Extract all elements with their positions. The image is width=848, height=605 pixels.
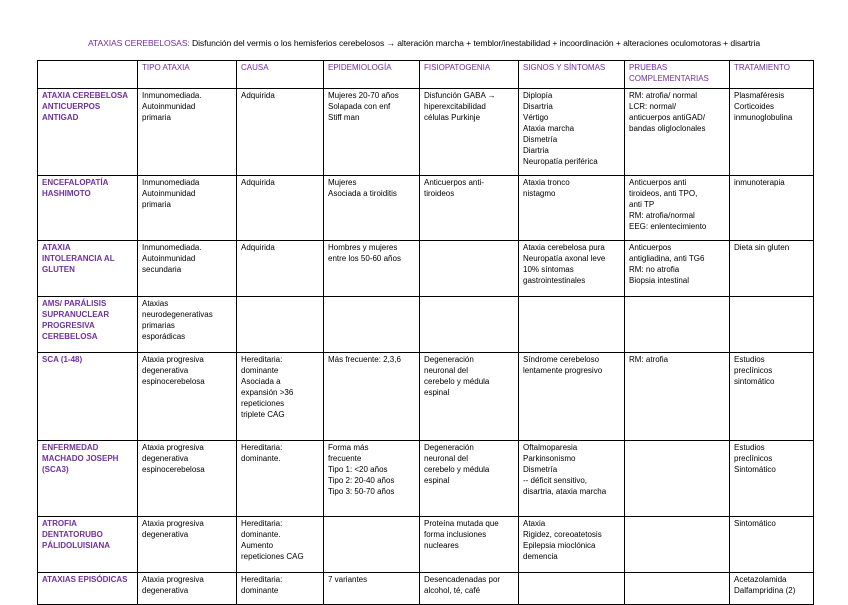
cell-line: células Purkinje <box>424 113 481 122</box>
cell-line: Ataxia marcha <box>523 124 575 133</box>
cell-line: Hereditaria: <box>241 575 283 584</box>
table-cell <box>625 297 730 353</box>
cell-line: Biopsia intestinal <box>629 276 690 285</box>
cell-line: GLUTEN <box>42 265 75 274</box>
table-cell <box>138 353 237 441</box>
table-cell <box>625 441 730 517</box>
cell-line: DENTATORUBO <box>42 530 103 539</box>
table-cell <box>237 573 324 605</box>
table-cell <box>237 241 324 297</box>
cell-line: repeticiones <box>241 399 285 408</box>
cell-line: Diplopía <box>523 91 553 100</box>
cell-line: MACHADO JOSEPH <box>42 454 119 463</box>
cell-line: Síndrome cerebeloso <box>523 355 600 364</box>
table-cell <box>420 89 519 176</box>
cell-line: secundaria <box>142 265 182 274</box>
cell-line: Proteína mutada que <box>424 519 499 528</box>
cell-line: ATROFIA <box>42 519 77 528</box>
cell-line: Dieta sin gluten <box>734 243 790 252</box>
cell-line: Sintomático <box>734 465 776 474</box>
table-cell <box>324 573 420 605</box>
column-header <box>730 61 814 89</box>
table-cell <box>625 89 730 176</box>
cell-line: Inmunomediada. <box>142 243 202 252</box>
table-row <box>38 517 814 573</box>
cell-line: Ataxia <box>523 519 546 528</box>
table-cell <box>730 353 814 441</box>
row-header <box>38 517 138 573</box>
cell-line: Rigidez, coreoatetosis <box>523 530 602 539</box>
cell-line: Solapada con enf <box>328 102 391 111</box>
cell-line: Disfunción GABA → <box>424 91 496 100</box>
cell-line: Adquirida <box>241 91 275 100</box>
table-cell <box>730 441 814 517</box>
row-header <box>38 176 138 241</box>
cell-line: antigliadina, anti TG6 <box>629 254 705 263</box>
cell-line: disartria, ataxia marcha <box>523 487 607 496</box>
column-header <box>138 61 237 89</box>
cell-line: Desencadenadas por <box>424 575 501 584</box>
cell-line: ATAXIA CEREBELOSA <box>42 91 129 100</box>
cell-line: Vértigo <box>523 113 549 122</box>
cell-line: bandas oligloclonales <box>629 124 706 133</box>
cell-line: degenerativa <box>142 366 189 375</box>
cell-line: Dismetría <box>523 465 558 474</box>
cell-line: primaria <box>142 200 171 209</box>
cell-line: Degeneración <box>424 355 474 364</box>
cell-line: AMS/ PARÁLISIS <box>42 299 107 308</box>
cell-line: dominante. <box>241 454 281 463</box>
cell-line: inmunoglobulina <box>734 113 793 122</box>
table-cell <box>519 573 625 605</box>
table-header <box>38 61 814 89</box>
table-cell <box>730 573 814 605</box>
cell-line: anticuerpos antiGAD/ <box>629 113 706 122</box>
column-header <box>237 61 324 89</box>
cell-line: neuronal del <box>424 454 469 463</box>
table-cell <box>324 176 420 241</box>
header-corner <box>38 61 138 89</box>
table-cell <box>625 353 730 441</box>
cell-line: Anticuerpos <box>629 243 672 252</box>
cell-line: Tipo 2: 20-40 años <box>328 476 395 485</box>
cell-line: lentamente progresivo <box>523 366 603 375</box>
table-cell <box>420 517 519 573</box>
cell-line: esporádicas <box>142 332 186 341</box>
table-cell <box>625 176 730 241</box>
table-cell <box>519 441 625 517</box>
cell-line: Inmunomediada <box>142 178 200 187</box>
column-header <box>420 61 519 89</box>
cell-line: Estudios <box>734 443 765 452</box>
table-cell <box>519 241 625 297</box>
table-cell <box>730 241 814 297</box>
table-cell <box>420 441 519 517</box>
row-header <box>38 573 138 605</box>
cell-line: repeticiones CAG <box>241 552 304 561</box>
title-text: Disfunción del vermis o los hemisferios cerebelosos → alteración marcha + temblor/inestabilidad + incoordinación + alteraciones oculomotoras + disartria <box>189 38 761 48</box>
cell-line: tiroideos <box>424 189 455 198</box>
cell-line: preclínicos <box>734 366 773 375</box>
cell-line: Estudios <box>734 355 765 364</box>
cell-line: RM: atrofia/normal <box>629 211 695 220</box>
table-cell <box>138 573 237 605</box>
column-header <box>625 61 730 89</box>
cell-line: Stiff man <box>328 113 360 122</box>
cell-line: inmunoterapia <box>734 178 785 187</box>
cell-line: degenerativa <box>142 530 189 539</box>
cell-line: Autoinmunidad <box>142 189 196 198</box>
cell-line: Neuropatía axonal leve <box>523 254 606 263</box>
table-cell <box>138 89 237 176</box>
cell-line: Ataxia progresiva <box>142 443 204 452</box>
cell-line: COMPLEMENTARIAS <box>629 74 709 83</box>
table-cell <box>730 517 814 573</box>
cell-line: Diartria <box>523 146 549 155</box>
cell-line: 10% síntomas <box>523 265 574 274</box>
cell-line: Adquirida <box>241 243 275 252</box>
cell-line: expansión >36 <box>241 388 294 397</box>
cell-line: PÁLIDOLUISIANA <box>42 541 110 550</box>
cell-line: RM: atrofia <box>629 355 669 364</box>
table-cell <box>625 573 730 605</box>
cell-line: ANTIGAD <box>42 113 79 122</box>
table-cell <box>730 176 814 241</box>
table-row <box>38 89 814 176</box>
table-cell <box>237 353 324 441</box>
cell-line: EPIDEMIOLOGÍA <box>328 63 392 72</box>
table-cell <box>519 517 625 573</box>
cell-line: PRUEBAS <box>629 63 668 72</box>
cell-line: Asociada a <box>241 377 281 386</box>
table-cell <box>138 441 237 517</box>
column-header <box>519 61 625 89</box>
table-cell <box>420 176 519 241</box>
table-row <box>38 353 814 441</box>
cell-line: nistagmo <box>523 189 556 198</box>
cell-line: Ataxia cerebelosa pura <box>523 243 605 252</box>
page-title <box>0 38 848 48</box>
cell-line: Hereditaria: <box>241 519 283 528</box>
title-lead: ATAXIAS CEREBELOSAS: <box>87 38 190 48</box>
table-row <box>38 441 814 517</box>
cell-line: Autoinmunidad <box>142 254 196 263</box>
cell-line: cerebelo y médula <box>424 465 490 474</box>
cell-line: Tipo 3: 50-70 años <box>328 487 395 496</box>
cell-line: TRATAMIENTO <box>734 63 790 72</box>
cell-line: Mujeres <box>328 178 357 187</box>
table-cell <box>138 176 237 241</box>
table-cell <box>519 89 625 176</box>
table-cell <box>237 517 324 573</box>
table-cell <box>420 241 519 297</box>
cell-line: SUPRANUCLEAR <box>42 310 110 319</box>
table-cell <box>625 517 730 573</box>
table-cell <box>324 353 420 441</box>
cell-line: Epilepsia mioclónica <box>523 541 596 550</box>
cell-line: ENCEFALOPATÍA <box>42 178 109 187</box>
cell-line: Parkinsonismo <box>523 454 576 463</box>
cell-line: ENFERMEDAD <box>42 443 99 452</box>
cell-line: Hereditaria: <box>241 443 283 452</box>
cell-line: alcohol, té, café <box>424 586 481 595</box>
cell-line: Sintomático <box>734 519 776 528</box>
cell-line: Más frecuente: 2,3,6 <box>328 355 401 364</box>
column-header <box>324 61 420 89</box>
cell-line: cerebelo y médula <box>424 377 490 386</box>
cell-line: Inmunomediada. <box>142 91 202 100</box>
cell-line: Disartria <box>523 102 553 111</box>
cell-line: Ataxias <box>142 299 169 308</box>
cell-line: anti TP <box>629 200 655 209</box>
cell-line: RM: atrofia/ normal <box>629 91 698 100</box>
cell-line: degenerativa <box>142 586 189 595</box>
cell-line: RM: no atrofia <box>629 265 680 274</box>
cell-line: espinocerebelosa <box>142 377 205 386</box>
cell-line: espinal <box>424 476 450 485</box>
cell-line: ATAXIA <box>42 243 71 252</box>
cell-line: Corticoides <box>734 102 775 111</box>
table-cell <box>237 89 324 176</box>
cell-line: triplete CAG <box>241 410 285 419</box>
cell-line: frecuente <box>328 454 362 463</box>
table-cell <box>519 297 625 353</box>
table-cell <box>237 176 324 241</box>
cell-line: Degeneración <box>424 443 474 452</box>
table-cell <box>324 517 420 573</box>
cell-line: Mujeres 20-70 años <box>328 91 399 100</box>
cell-line: neurodegenerativas <box>142 310 213 319</box>
table-cell <box>138 517 237 573</box>
cell-line: Hombres y mujeres <box>328 243 398 252</box>
cell-line: tiroideos, anti TPO, <box>629 189 698 198</box>
cell-line: (SCA3) <box>42 465 69 474</box>
cell-line: Hereditaria: <box>241 355 283 364</box>
cell-line: dominante <box>241 586 279 595</box>
cell-line: 7 variantes <box>328 575 368 584</box>
cell-line: Dalfampridina (2) <box>734 586 796 595</box>
cell-line: Ataxia progresiva <box>142 519 204 528</box>
table-cell <box>420 353 519 441</box>
row-header <box>38 353 138 441</box>
table-row <box>38 176 814 241</box>
table-row <box>38 573 814 605</box>
table-cell <box>625 241 730 297</box>
cell-line: LCR: normal/ <box>629 102 677 111</box>
cell-line: entre los 50-60 años <box>328 254 401 263</box>
cell-line: Anticuerpos anti- <box>424 178 485 187</box>
table-cell <box>237 441 324 517</box>
cell-line: hiperexcitabilidad <box>424 102 486 111</box>
cell-line: INTOLERANCIA AL <box>42 254 115 263</box>
table-body <box>38 89 814 605</box>
cell-line: degenerativa <box>142 454 189 463</box>
table-cell <box>324 441 420 517</box>
row-header <box>38 89 138 176</box>
row-header <box>38 297 138 353</box>
cell-line: espinocerebelosa <box>142 465 205 474</box>
table-row <box>38 297 814 353</box>
cell-line: ANTICUERPOS <box>42 102 101 111</box>
cell-line: Asociada a tiroiditis <box>328 189 397 198</box>
cell-line: primarias <box>142 321 175 330</box>
cell-line: primaria <box>142 113 171 122</box>
table-cell <box>324 89 420 176</box>
table-cell <box>237 297 324 353</box>
cell-line: dominante <box>241 366 279 375</box>
cell-line: TIPO ATAXIA <box>142 63 190 72</box>
cell-line: -- déficit sensitivo, <box>523 476 588 485</box>
cell-line: demencia <box>523 552 558 561</box>
cell-line: Autoinmunidad <box>142 102 196 111</box>
cell-line: CAUSA <box>241 63 269 72</box>
table-cell <box>324 297 420 353</box>
cell-line: PROGRESIVA <box>42 321 95 330</box>
cell-line: Aumento <box>241 541 274 550</box>
table-cell <box>324 241 420 297</box>
cell-line: gastrointestinales <box>523 276 586 285</box>
cell-line: SIGNOS Y SÍNTOMAS <box>523 63 606 72</box>
cell-line: Forma más <box>328 443 369 452</box>
cell-line: FISIOPATOGENIA <box>424 63 491 72</box>
cell-line: preclínicos <box>734 454 773 463</box>
row-header <box>38 441 138 517</box>
cell-line: nucleares <box>424 541 459 550</box>
cell-line: Ataxia progresiva <box>142 355 204 364</box>
cell-line: Anticuerpos anti <box>629 178 687 187</box>
cell-line: Adquirida <box>241 178 275 187</box>
table-cell <box>138 297 237 353</box>
cell-line: Acetazolamida <box>734 575 787 584</box>
cell-line: Ataxia progresiva <box>142 575 204 584</box>
row-header <box>38 241 138 297</box>
cell-line: ATAXIAS EPISÓDICAS <box>42 575 128 584</box>
table-cell <box>519 176 625 241</box>
table-row <box>38 241 814 297</box>
ataxia-table <box>37 60 814 605</box>
cell-line: espinal <box>424 388 450 397</box>
cell-line: EEG: enlentecimiento <box>629 222 707 231</box>
cell-line: HASHIMOTO <box>42 189 91 198</box>
table-cell <box>420 297 519 353</box>
cell-line: SCA (1-48) <box>42 355 83 364</box>
cell-line: dominante. <box>241 530 281 539</box>
cell-line: forma inclusiones <box>424 530 487 539</box>
cell-line: Neuropatía periférica <box>523 157 598 166</box>
cell-line: Ataxia tronco <box>523 178 570 187</box>
cell-line: Dismetría <box>523 135 558 144</box>
table-cell <box>730 89 814 176</box>
header-row <box>38 61 814 89</box>
table-cell <box>519 353 625 441</box>
cell-line: Oftalmoparesia <box>523 443 578 452</box>
cell-line: Plasmaféresis <box>734 91 785 100</box>
cell-line: CEREBELOSA <box>42 332 98 341</box>
cell-line: sintomático <box>734 377 775 386</box>
cell-line: neuronal del <box>424 366 469 375</box>
table-cell <box>730 297 814 353</box>
cell-line: Tipo 1: <20 años <box>328 465 388 474</box>
table-cell <box>420 573 519 605</box>
table-cell <box>138 241 237 297</box>
